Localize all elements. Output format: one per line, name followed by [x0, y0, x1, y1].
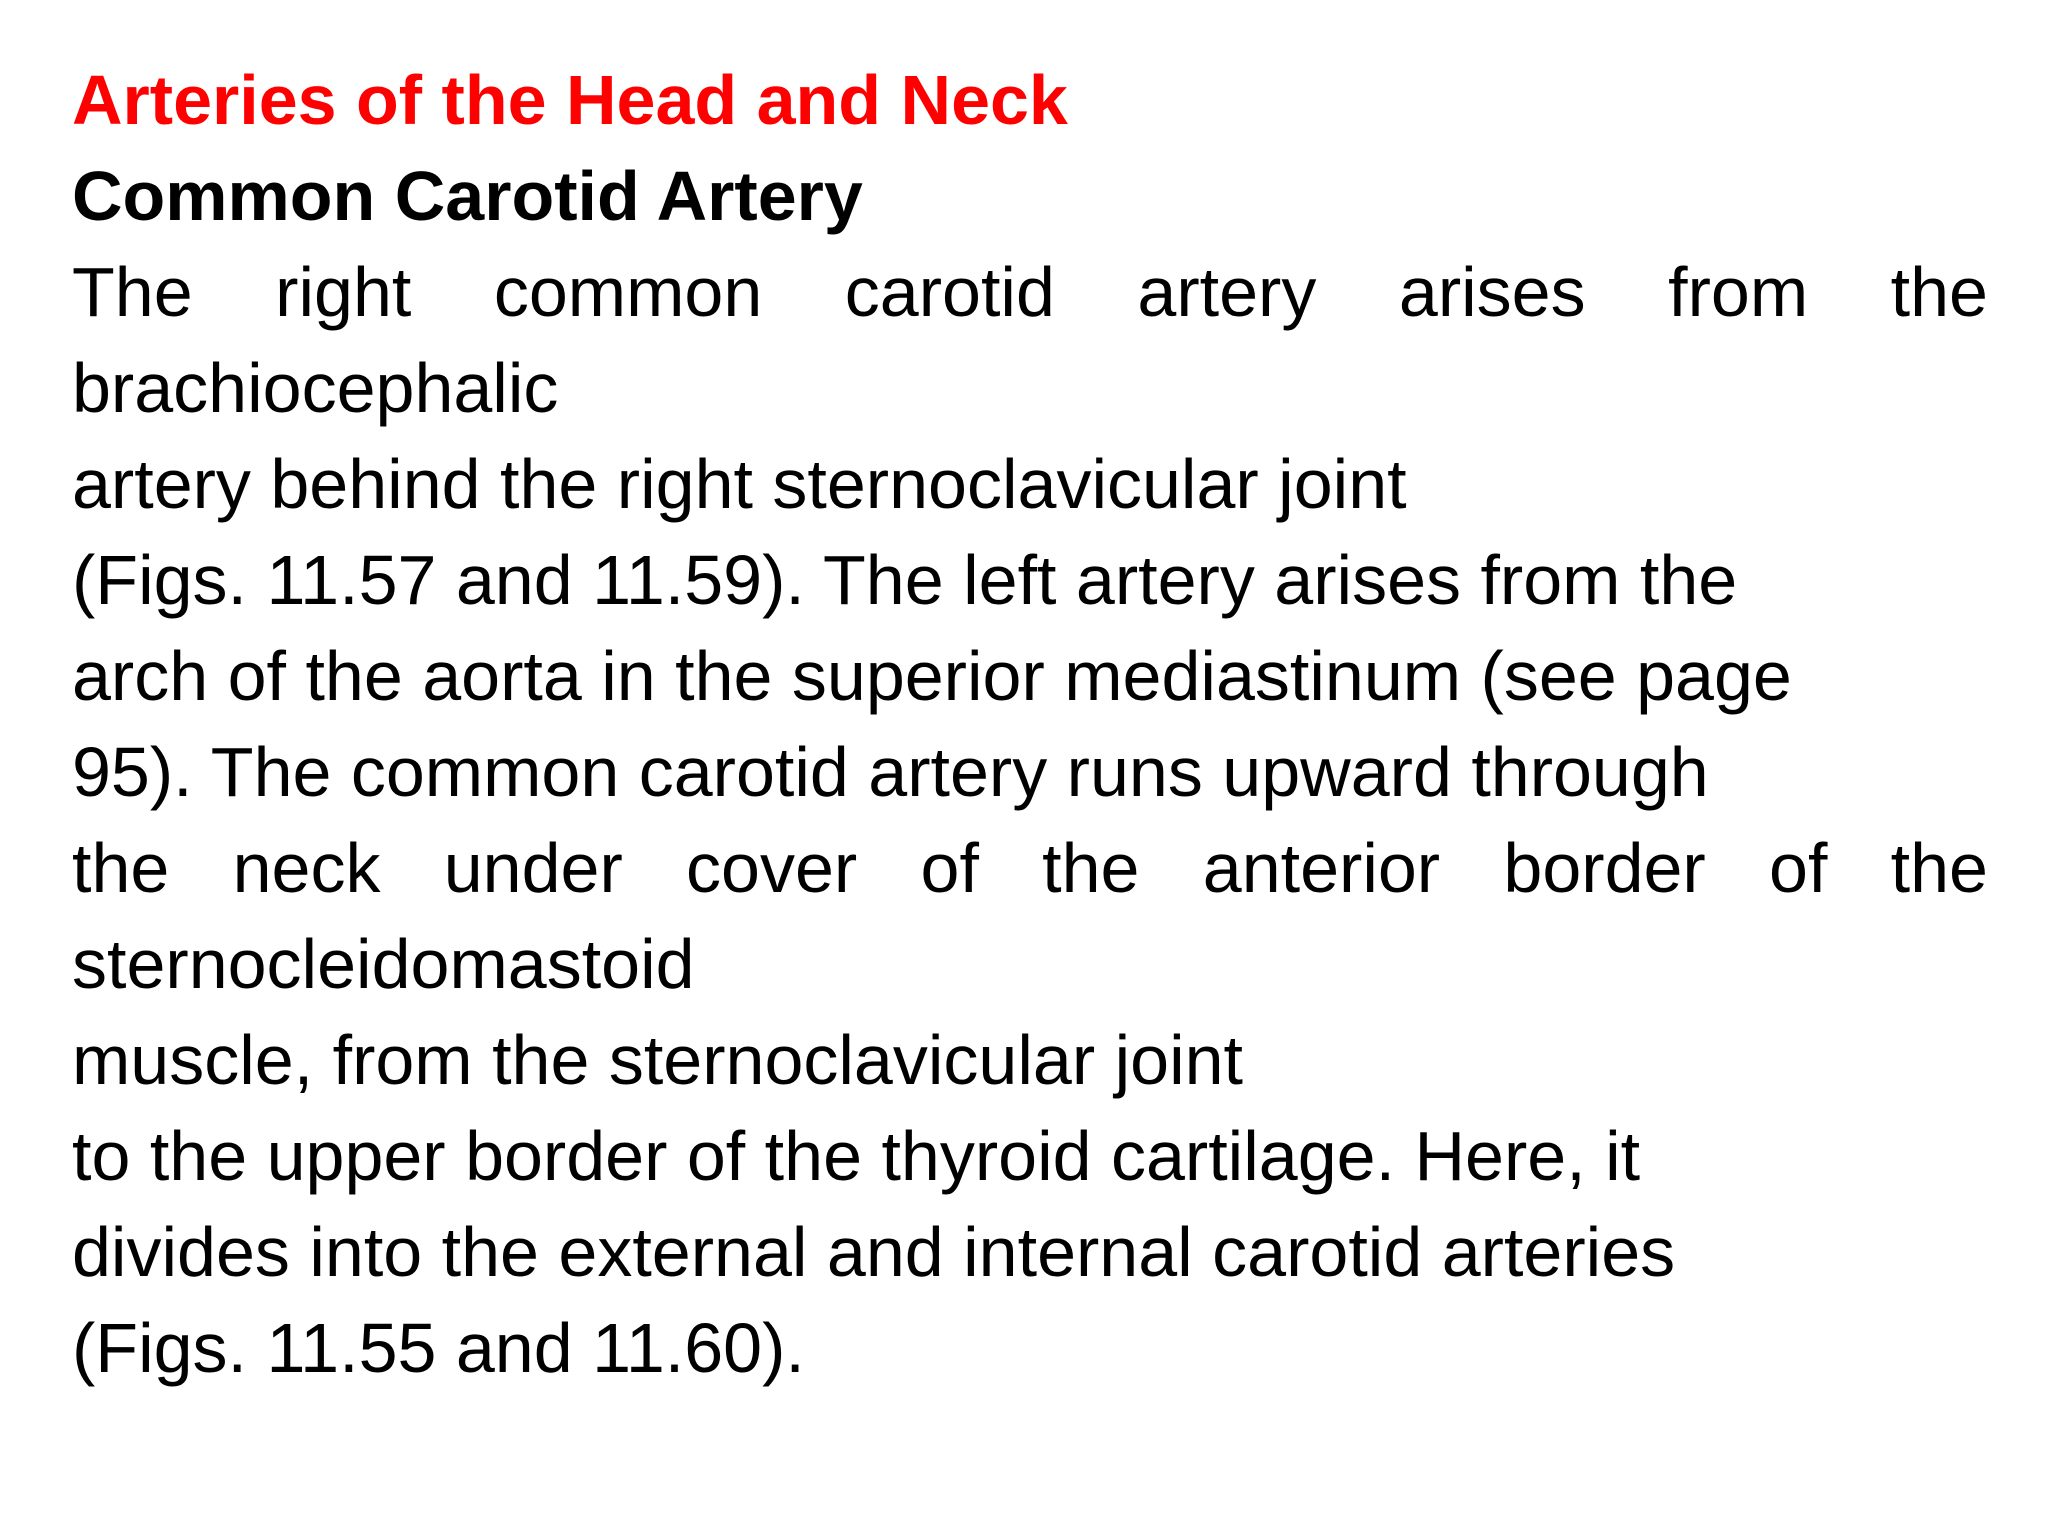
- body-line: sternocleidomastoid: [72, 925, 695, 1003]
- section-heading: Common Carotid Artery: [72, 157, 863, 235]
- slide-content: [72, 52, 1988, 1396]
- slide-title: Arteries of the Head and Neck: [72, 61, 1068, 139]
- body-line: The right common carotid artery arises from the: [72, 253, 1988, 331]
- body-line: muscle, from the sternoclavicular joint: [72, 1021, 1243, 1099]
- body-line: the neck under cover of the anterior border of the: [72, 829, 1988, 907]
- body-line: brachiocephalic: [72, 349, 559, 427]
- body-line: divides into the external and internal carotid arteries: [72, 1213, 1676, 1291]
- body-line: artery behind the right sternoclavicular joint: [72, 445, 1407, 523]
- body-line: to the upper border of the thyroid cartilage. Here, it: [72, 1117, 1641, 1195]
- body-line: arch of the aorta in the superior mediastinum (see page: [72, 637, 1792, 715]
- body-line: (Figs. 11.57 and 11.59). The left artery arises from the: [72, 541, 1738, 619]
- body-line: 95). The common carotid artery runs upward through: [72, 733, 1709, 811]
- body-line: (Figs. 11.55 and 11.60).: [72, 1309, 805, 1387]
